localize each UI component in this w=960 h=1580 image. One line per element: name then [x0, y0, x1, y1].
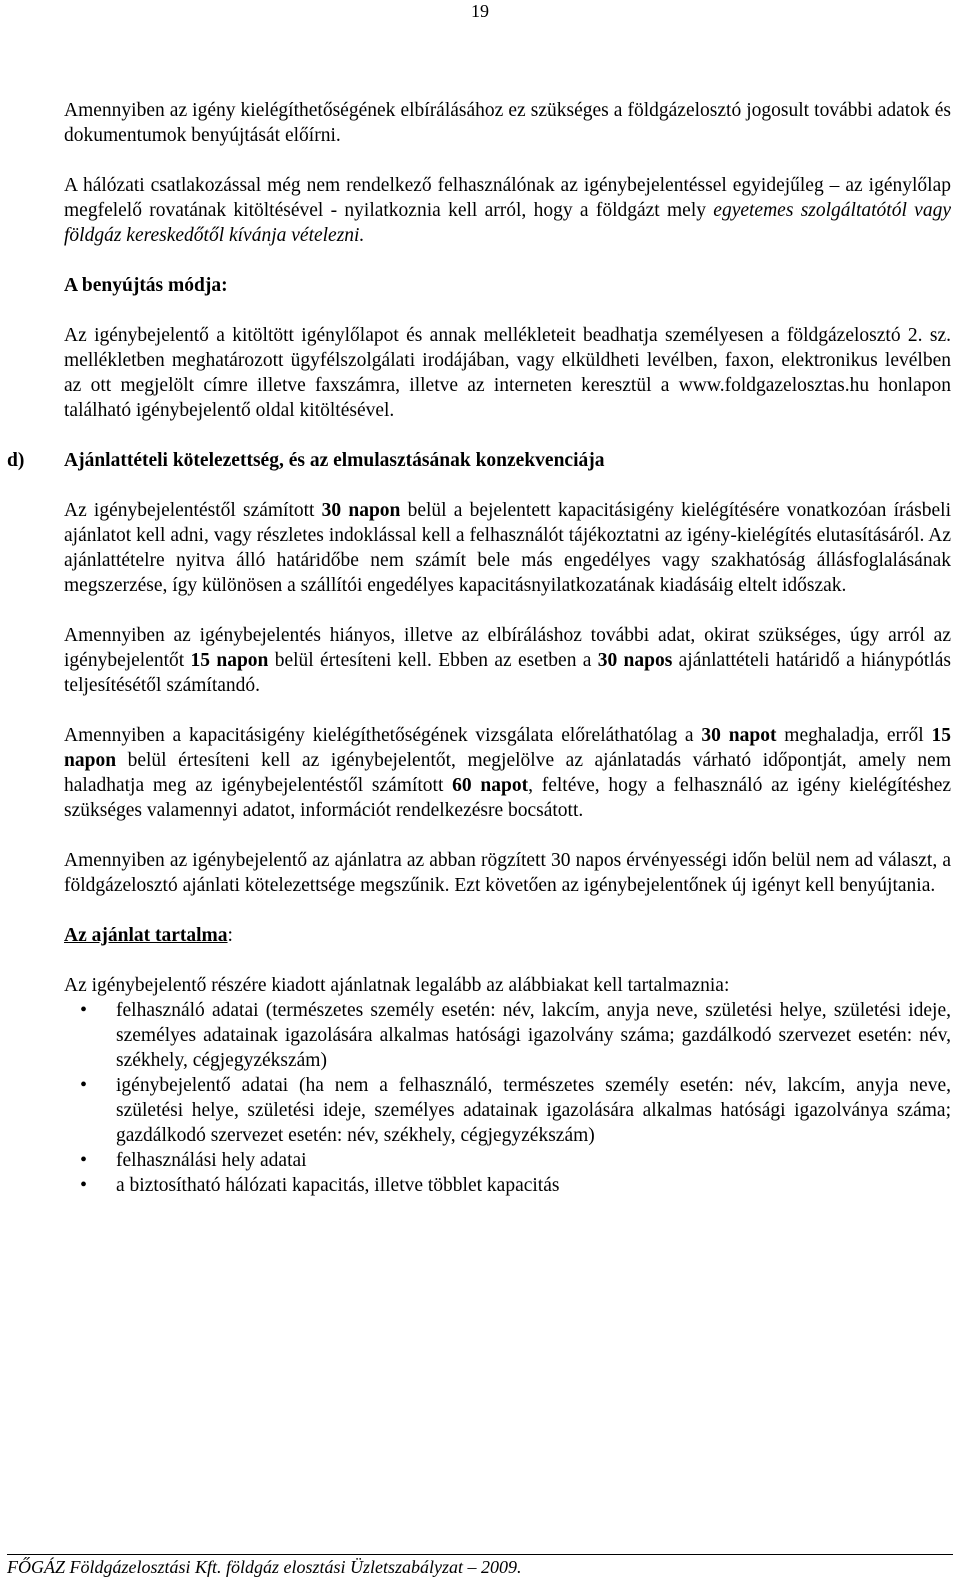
- page-footer: FŐGÁZ Földgázelosztási Kft. földgáz elosztási Üzletszabályzat – 2009.: [7, 1557, 522, 1577]
- text-run: belül értesíteni kell. Ebben az esetben a: [268, 650, 598, 671]
- offer-content-heading: [64, 923, 951, 948]
- text-run: , feltéve, hogy a felhasználó az igény kielégítéshez szükséges valamennyi adatot, információt rendelkezésre bocsátott.: [64, 775, 951, 821]
- paragraph-offer-deadline: [64, 498, 951, 598]
- bold-run: 60 napot: [452, 775, 529, 796]
- document-body: [7, 98, 952, 1198]
- text-run: Amennyiben az igénybejelentés hiányos, illetve az elbíráláshoz további adat, okirat szükséges, úgy arról az igénybejelentőt: [64, 625, 951, 671]
- list-item: [64, 1073, 951, 1148]
- bold-run: 30 napon: [321, 500, 401, 521]
- page-number: 19: [471, 1, 489, 21]
- text-run: ajánlattételi határidő a hiánypótlás teljesítésétől számítandó.: [64, 650, 951, 696]
- paragraph-additional-data: Amennyiben az igény kielégíthetőségének elbírálásához ez szükséges a földgázelosztó jogosult további adatok és dokumentumok benyújtását előírni.: [64, 100, 951, 146]
- bullet-icon: •: [80, 1149, 88, 1171]
- paragraph-submission: Az igénybejelentő a kitöltött igénylőlapot és annak mellékleteit beadhatja személyesen a földgázelosztó 2. sz. mellékletben meghatározott ügyfélszolgálati irodájában, vagy elküldheti levélben, faxon, elektronikus levélben az ott megjelölt címre illetve faxszámra, illetve az interneten keresztül a www.foldgazelosztas.hu honlapon található igénybejelentő oldal kitöltésével.: [64, 325, 951, 421]
- bold-run: 15 napon: [64, 725, 952, 771]
- paragraph-offer-requirements: Az igénybejelentő részére kiadott ajánlatnak legalább az alábbiakat kell tartalmaznia:: [64, 975, 730, 996]
- text-run: meghaladja, erről: [776, 725, 932, 746]
- bold-run: 15 napon: [190, 650, 269, 671]
- list-item: [64, 998, 951, 1073]
- submission-heading: A benyújtás módja:: [64, 275, 228, 296]
- paragraph-capacity-check: [64, 723, 951, 823]
- list-item: [64, 1148, 951, 1173]
- section-d-letter: d): [7, 450, 25, 471]
- paragraph-no-response: Amennyiben az igénybejelentő az ajánlatra az abban rögzített 30 napos érvényességi időn belül nem ad választ, a földgázelosztó ajánlati kötelezettsége megszűnik. Ezt követően az igénybejelentőnek új igényt kell benyújtania.: [64, 850, 951, 896]
- bullet-icon: •: [80, 1174, 88, 1196]
- list-item-text: felhasználó adatai (természetes személy esetén: név, lakcím, anyja neve, születési helye, születési ideje, személyes adatainak igazolására alkalmas hatósági igazolvány száma; gazdálkodó szervezet esetén: név, székhely, cégjegyzékszám): [116, 1000, 951, 1071]
- list-item: [64, 1173, 951, 1198]
- list-item-text: a biztosítható hálózati kapacitás, illetve többlet kapacitás: [116, 1175, 560, 1196]
- text-run: Az igénybejelentéstől számított: [64, 500, 322, 521]
- list-item-text: felhasználási hely adatai: [116, 1150, 307, 1171]
- section-d-heading: [7, 448, 951, 473]
- offer-requirements-list: [64, 998, 951, 1198]
- list-item-text: igénybejelentő adatai (ha nem a felhasználó, természetes személy esetén: név, lakcím, anyja neve, születési helye, születési ideje, személyes adatainak igazolására alkalmas hatósági igazolványa száma; gazdálkodó szervezet esetén: név, székhely, cégjegyzékszám): [116, 1075, 951, 1146]
- paragraph-incomplete-request: [64, 623, 951, 698]
- bullet-icon: •: [80, 999, 88, 1021]
- declaration-italic-text: egyetemes szolgáltatótól vagy földgáz kereskedőtől kívánja vételezni.: [64, 200, 951, 246]
- text-run: belül értesíteni kell az igénybejelentőt, megjelölve az ajánlatadás várható időpontját, amely nem haladhatja meg az igénybejelentéstől számított: [64, 750, 951, 796]
- text-run: belül a bejelentett kapacitásigény kielégítésére vonatkozóan írásbeli ajánlatot kell adni, vagy részletes indoklással kell a felhasználót tájékoztatni az igény-kielégítés elutasításáról. Az ajánlattételre nyitva álló határidőbe nem számít bele más engedélyes vagy szakhatóság állásfoglalásának megszerzése, így különösen a szállítói engedélyes kapacitásnyilatkozatának kiadásáig eltelt időszak.: [64, 500, 951, 596]
- offer-heading-text: Az ajánlat tartalma: [64, 925, 228, 946]
- bold-run: 30 napos: [597, 650, 673, 671]
- declaration-text: A hálózati csatlakozással még nem rendelkező felhasználónak az igénybejelentéssel egyidejűleg – az igénylőlap megfelelő rovatának kitöltésével - nyilatkoznia kell arról, hogy a földgázt mely: [64, 175, 951, 221]
- bold-run: 30 napot: [701, 725, 777, 746]
- footer-divider: [7, 1554, 953, 1555]
- text-run: Amennyiben a kapacitásigény kielégíthetőségének vizsgálata előreláthatólag a: [64, 725, 702, 746]
- section-d-title: Ajánlattételi kötelezettség, és az elmulasztásának konzekvenciája: [64, 450, 605, 471]
- bullet-icon: •: [80, 1074, 88, 1096]
- paragraph-declaration: [64, 173, 951, 248]
- offer-heading-colon: :: [227, 925, 233, 946]
